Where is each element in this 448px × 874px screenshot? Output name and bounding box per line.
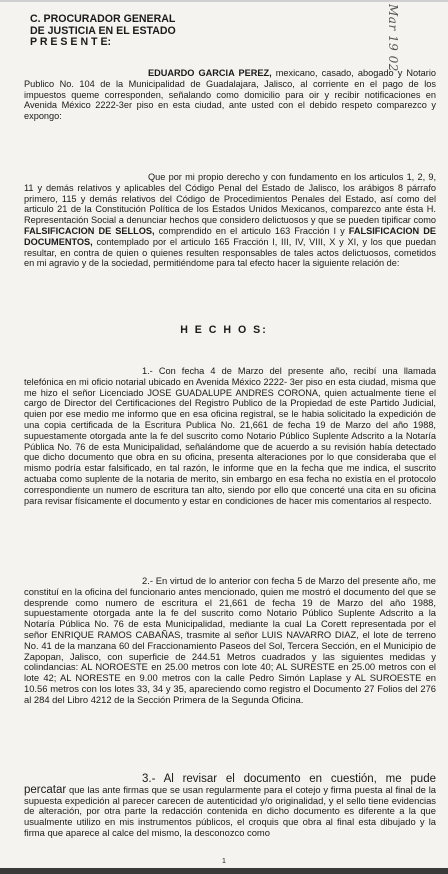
hecho-3-text: que las ante firmas que se usan regularmente para el cotejo y firma puesta al final de la supuesta expedición al parecer carecen de autenticidad y/o originalidad, y el sello tiene evidencias de alteración, por otra parte la redacción contenida en dicho documento es diferente a la que usualmente utilizo en mis instrumentos públicos, el croquis que obra al final esta dibujado y la firma que aparece al calce del mismo, la desconozco como: [24, 783, 436, 838]
handwritten-mark: Mar 19 02: [386, 4, 400, 72]
addressee-line-1: C. PROCURADOR GENERAL: [30, 13, 176, 25]
author-name: EDUARDO GARCIA PEREZ,: [148, 68, 272, 78]
scan-edge-top: [0, 0, 448, 2]
hecho-3-paragraph: [24, 774, 436, 839]
addressee-line-2: DE JUSTICIA EN EL ESTADO: [30, 24, 176, 37]
scan-edge-bottom: [0, 868, 448, 874]
addressee-block: [30, 14, 176, 49]
hecho-2-text: 2.- En virtud de lo anterior con fecha 5 de Marzo del presente año, me constituí en la oficina del funcionario antes mencionado, quien me mostró el documento del que se desprende como numero de escritura el 21,661 de fecha 19 de Marzo del año 1988, supuestamente otorgada ante la fe del suscrito como Notario Público Suplente Adscrito a la Notaría Pública No. 76 de esta Municipalidad, mediante la cual La Corett representada por el señor ENRIQUE RAMOS CABAÑAS, trasmite al señor LUIS NAVARRO DIAZ, el lote de terreno No. 41 de la manzana 60 del Fraccionamiento Paseos del Sol, Tercera Sección, en el Municipio de Zapopan, Jalisco, con superficie de 244.51 Metros cuadrados y las siguientes medidas y colindancias: AL NOROESTE en 25.00 metros con lote 40; AL SURESTE en 25.00 metros con el lote 42; AL NORESTE en 9.00 metros con la calle Pedro Simón Laplase y AL SUROESTE en 10.56 metros con los lotes 33, 34 y 35, apareciendo como registro el Documento 27 Folios del 276 al 284 del Libro 4212 de la Sección Primera de la Segunda Oficina.: [24, 575, 436, 705]
legal-text-2: comprendido en el articulo 163 Fracción I y: [154, 225, 349, 236]
section-title: H E C H O S:: [180, 324, 268, 336]
legal-text-1: Que por mi propio derecho y con fundamento en los articulos 1, 2, 9, 11 y demás relativos y aplicables del Código Penal del Estado de Jalisco, los arábigos 8 párrafo primero, 115 y demás relativos del Código de Procedimientos Penales del Estado, así como del articulo 21 de la Constitución Política de los Estados Unidos Mexicanos, comparezco ante ésta H. Representación Social a denunciar hechos que considero delictuosos y que se pueden tipificar como: [24, 172, 436, 226]
hecho-3-lead: 3.- Al revisar el documento en cuestión, me pude percatar: [24, 773, 436, 796]
legal-text-3: contemplado por el articulo 165 Fracción I, III, IV, VIII, X y XI, y los que puedan resultar, en contra de quien o quienes resulten responsables de tales actos delictuosos, cometidos en mi agravio y de la sociedad, permitiéndome para tal efecto hacer la siguiente relación de:: [24, 236, 436, 269]
hecho-2-paragraph: [24, 576, 436, 706]
intro-paragraph: [24, 68, 436, 122]
hecho-1-paragraph: [24, 366, 436, 506]
crime-2: FALSIFICACION DE DOCUMENTOS,: [24, 225, 436, 247]
intro-text: mexicano, casado, abogado y Notario Publico No. 104 de la Municipalidad de Guadalajara, Jalisco, al corriente en el pago de los impuestos queme corresponden, señalando como domicilio para oir y recibir notificaciones en Avenida México 2222-3er piso en esta ciudad, ante usted con el debido respeto comparezco y expongo:: [24, 68, 436, 122]
legal-basis-paragraph: [24, 172, 436, 269]
page-number: 1: [222, 858, 226, 865]
hecho-1-text: 1.- Con fecha 4 de Marzo del presente año, recibí una llamada telefónica en mi oficio notarial ubicado en Avenida México 2222- 3er piso en esta ciudad, misma que me hizo el señor Licenciado JOSE GUADALUPE ANDRES CORONA, quien actualmente tiene el cargo de Director del Certificaciones del Registro Publico de la Propiedad de este Partido Judicial, quien por ese medio me informo que en esa oficina registral, se le habia solicitado la expedición de una copia certificada de la Escritura Publica No. 21,661 de fecha 19 de Marzo del año 1988, supuestamente otorgada ante la fe del suscrito como Notario Público Suplente Adscrito a la Notaría Pública No. 76 de esta Municipalidad, señalándome que de acuerdo a su revisión había detectado que dicho documento que obra en su oficina, presenta alteraciones por lo que consideraba que el mismo podría estar falsificado, en tal razón, le informe que en la fecha que me indica, el suscrito actuaba como suplente de la notaria de merito, sin embargo en esa fecha no existía en el protocolo correspondiente un numero de escritura tan alto, siendo por ello que concerté una cita en su oficina para revisar físicamente el documento y estar en condiciones de hacer mis comentarios al respecto.: [24, 366, 436, 506]
addressee-line-3: P R E S E N T E:: [30, 36, 112, 48]
crime-1: FALSIFICACION DE SELLOS,: [24, 225, 155, 236]
